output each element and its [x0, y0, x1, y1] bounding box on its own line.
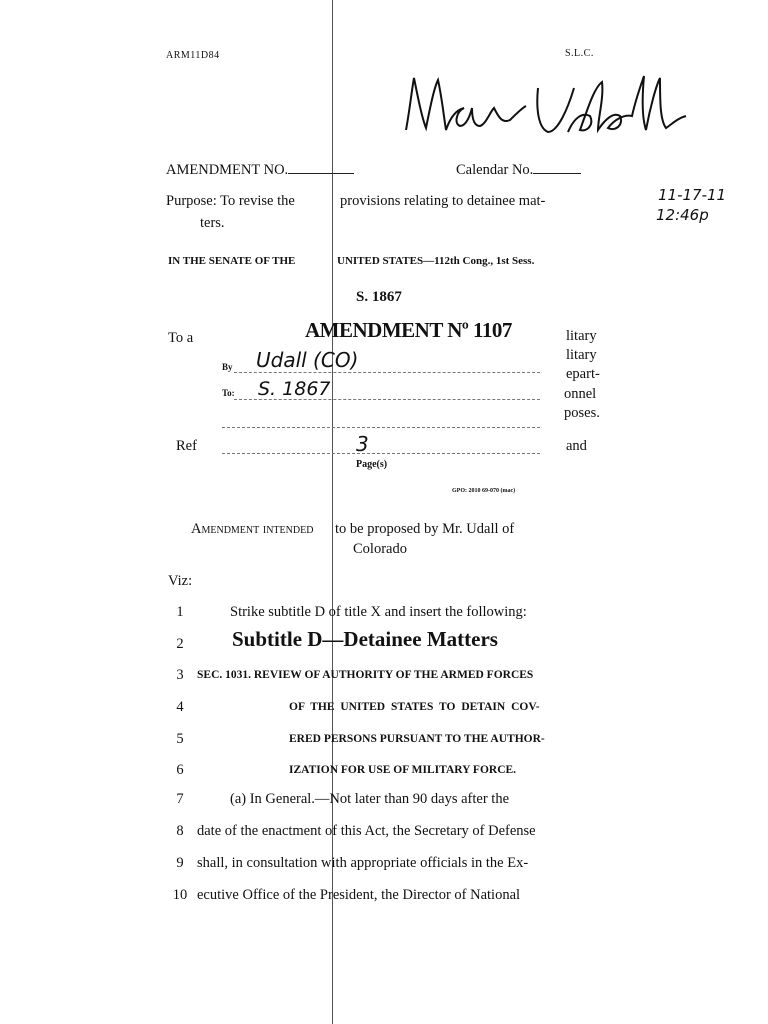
purpose-line-left: Purpose: To revise the [166, 193, 295, 209]
stamp-page-value: 3 [356, 432, 369, 456]
intended-line-2: Colorado [353, 541, 407, 557]
stamp-blank-rule [222, 427, 540, 428]
line-number-4: 4 [176, 699, 184, 715]
right-fragment-5: poses. [564, 405, 600, 421]
amendment-no-blank [288, 173, 354, 174]
amendment-stamp-title: AMENDMENT Nº 1107 [305, 318, 512, 342]
stamp-page-label: Page(s) [356, 459, 388, 470]
calendar-no-label: Calendar No. [456, 162, 534, 178]
ref-fragment: Ref [176, 438, 197, 454]
line-number-3: 3 [176, 667, 184, 683]
signature-image [398, 68, 688, 148]
line-number-10: 10 [172, 887, 188, 903]
amendment-no-line [166, 162, 354, 179]
body-line-10: ecutive Office of the President, the Director of National [197, 887, 521, 903]
stamp-by-value: Udall (CO) [256, 348, 359, 372]
right-fragment-6: and [566, 438, 587, 454]
subtitle-heading: Subtitle D—Detainee Matters [232, 627, 498, 651]
purpose-line-2: ters. [200, 215, 225, 231]
section-heading-line-4: IZATION FOR USE OF MILITARY FORCE. [289, 764, 517, 776]
line-number-9: 9 [176, 855, 184, 871]
right-fragment-3: epart- [566, 366, 600, 382]
line-number-8: 8 [176, 823, 184, 839]
section-heading-line-2: OF THE UNITED STATES TO DETAIN COV- [289, 701, 540, 713]
senate-line-left: IN THE SENATE OF THE [168, 255, 296, 267]
amendment-no-label: AMENDMENT NO. [166, 162, 289, 178]
stamp-to-rule [234, 399, 540, 400]
stamp-to-label: To: [222, 388, 235, 398]
body-line-9: shall, in consultation with appropriate officials in the Ex- [197, 855, 529, 871]
stamp-to-value: S. 1867 [258, 378, 331, 400]
handwritten-time: 12:46p [656, 206, 709, 224]
right-fragment-4: onnel [564, 386, 597, 402]
intended-line-left [191, 521, 313, 538]
stamp-by-rule [234, 372, 540, 373]
body-line-8: date of the enactment of this Act, the Secretary of Defense [197, 823, 536, 839]
purpose-line-right: provisions relating to detainee mat- [340, 193, 546, 209]
right-fragment-1: litary [566, 328, 597, 344]
line-number-6: 6 [176, 762, 184, 778]
body-line-7: (a) In General.—Not later than 90 days after the [230, 791, 510, 807]
right-fragment-2: litary [566, 347, 597, 363]
calendar-no-blank [533, 173, 581, 174]
document-code: ARM11D84 [166, 50, 220, 61]
line-number-7: 7 [176, 791, 184, 807]
viz-label: Viz: [168, 573, 193, 589]
senate-line-right: UNITED STATES—112th Cong., 1st Sess. [337, 255, 535, 267]
intended-text-left: Amendment intended [191, 521, 314, 537]
handwritten-date: 11-17-11 [658, 186, 727, 204]
calendar-no-line [456, 162, 581, 179]
bill-number: S. 1867 [356, 289, 402, 305]
to-a-fragment: To a [168, 330, 194, 346]
line-number-2: 2 [176, 636, 184, 652]
stamp-by-label: By [222, 362, 233, 372]
gpo-stamp: GPO: 2010 69-070 (mac) [452, 488, 516, 494]
slc-label: S.L.C. [565, 48, 594, 59]
line-number-1: 1 [176, 604, 184, 620]
intended-line-right: to be proposed by Mr. Udall of [335, 521, 515, 537]
body-line-1: Strike subtitle D of title X and insert the following: [230, 604, 527, 620]
section-heading-line-3: ERED PERSONS PURSUANT TO THE AUTHOR- [289, 733, 545, 745]
section-heading-line-1: SEC. 1031. REVIEW OF AUTHORITY OF THE ARMED FORCES [197, 669, 534, 681]
line-number-5: 5 [176, 731, 184, 747]
stamp-page-rule [222, 453, 540, 454]
